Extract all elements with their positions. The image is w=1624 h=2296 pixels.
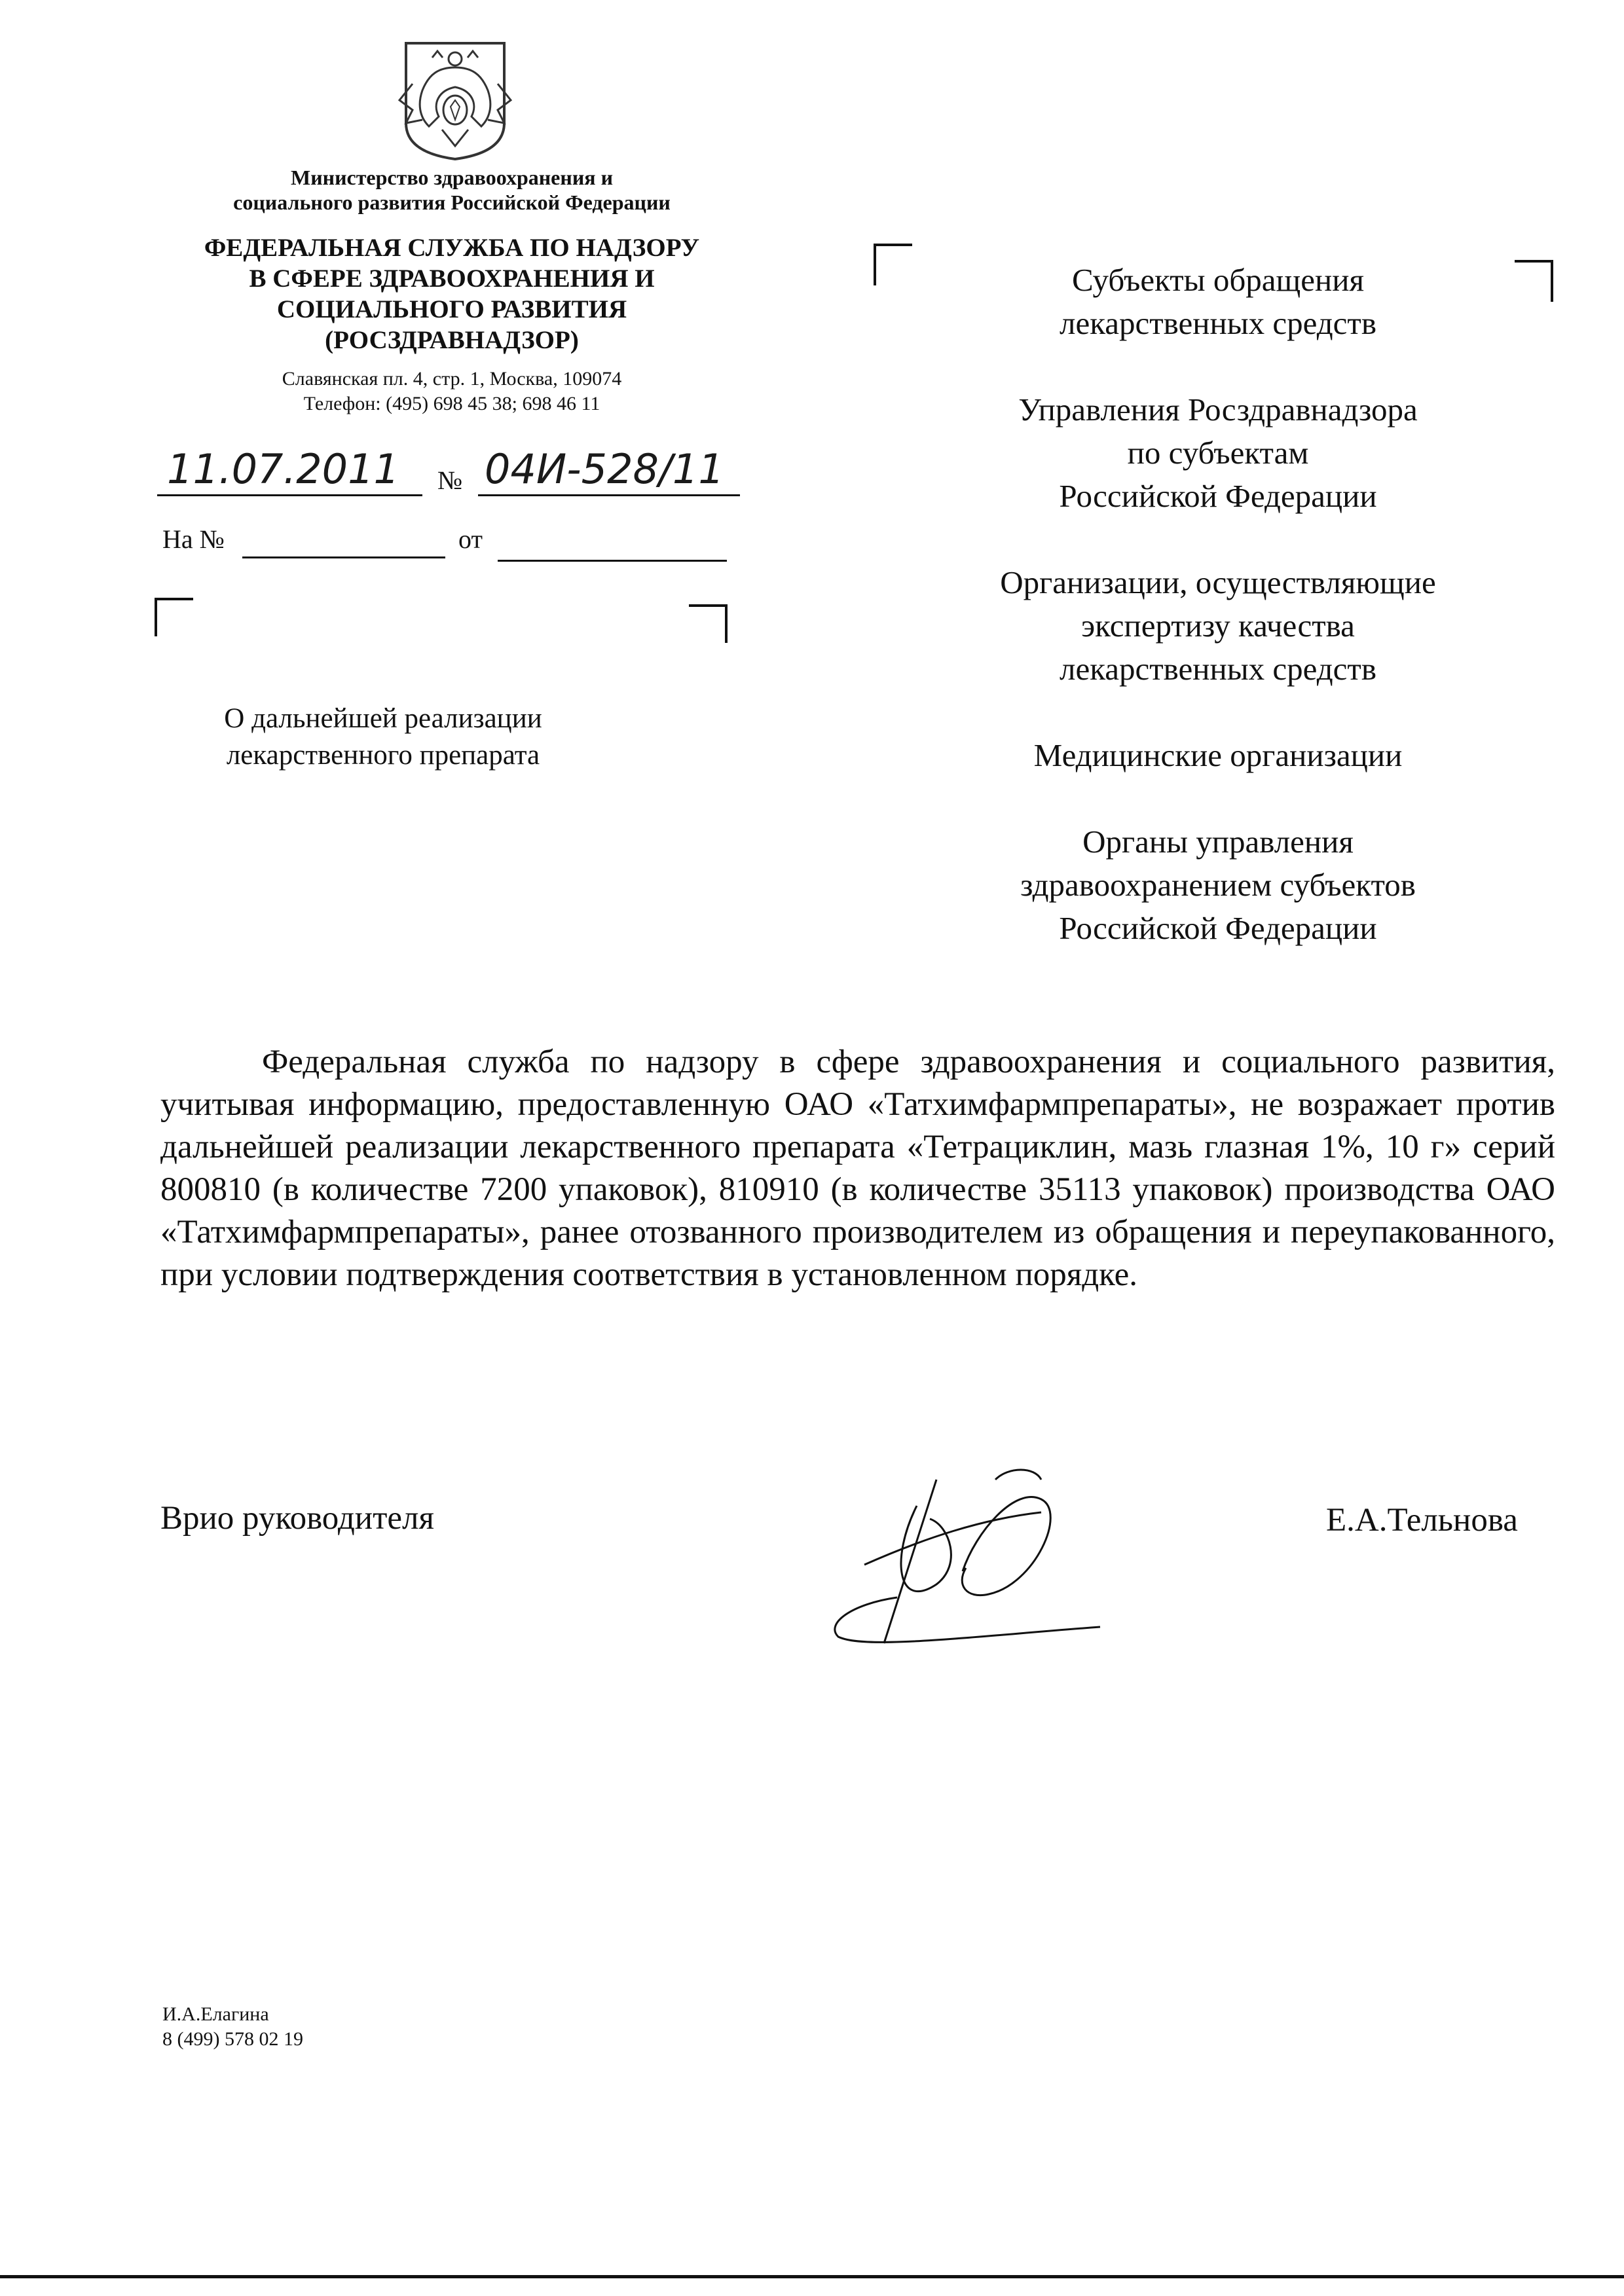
ref-number-label: На № [162,524,225,554]
subject-corner-right [689,604,728,643]
addressee-line: Субъекты обращения [1071,262,1364,298]
addressee-line: Российской Федерации [1059,910,1377,946]
executor-info [162,2002,555,2052]
address-line: Славянская пл. 4, стр. 1, Москва, 109074 [282,368,622,390]
ref-number-line [242,556,445,558]
addressee-group [871,820,1565,950]
addressee-group [871,388,1565,518]
date-underline [157,494,422,496]
addressee-line: по субъектам [1127,435,1309,471]
ref-date-line [498,560,727,562]
addressee-line: лекарственных средств [1060,651,1376,687]
subject-line: лекарственного препарата [226,740,540,771]
registration-number: 04И-528/11 [485,445,724,493]
addressee-line: здравоохранением субъектов [1020,867,1416,903]
service-name [157,232,747,355]
addressee-line: Организации, осуществляющие [1000,564,1436,600]
ministry-line: социального развития Российской Федерации [233,191,671,214]
addressee-group [871,259,1565,345]
number-sign: № [437,465,463,495]
subject-corner-left [155,598,193,636]
registration-date: 11.07.2011 [167,445,399,493]
addressee-line: Медицинские организации [1033,737,1403,773]
addressee-line: Органы управления [1082,824,1354,860]
service-line: (РОСЗДРАВНАДЗОР) [325,326,579,354]
executor-phone: 8 (499) 578 02 19 [162,2028,303,2050]
coat-of-arms-icon [393,38,517,162]
letter-subject [115,701,652,774]
handwritten-signature [825,1440,1113,1656]
service-line: В СФЕРЕ ЗДРАВООХРАНЕНИЯ И [249,264,655,293]
scan-edge-line [0,2275,1624,2278]
phone-line: Телефон: (495) 698 45 38; 698 46 11 [303,393,600,414]
signatory-position: Врио руководителя [160,1500,434,1537]
executor-name: И.А.Елагина [162,2003,269,2025]
addressee-line: Российской Федерации [1059,478,1377,514]
ref-from-label: от [458,524,483,554]
ministry-name [157,165,747,215]
number-underline [478,494,740,496]
addressee-line: лекарственных средств [1060,305,1376,341]
addressee-group [871,561,1565,691]
signatory-name: Е.А.Тельнова [1326,1502,1518,1539]
letter-body: Федеральная служба по надзору в сфере здравоохранения и социального развития, учитывая информацию, предоставленную ОАО «Татхимфармпрепараты», не возражает против дальнейшей реализации лекарственного препарата «Тетрациклин, мазь глазная 1%, 10 г» серий 800810 (в количестве 7200 упаковок), 810910 (в количестве 35113 упаковок) производства ОАО «Татхимфармпрепараты», ранее отозванного производителем из обращения и переупакованного, при условии подтверждения соответствия в установленном порядке. [160,1044,1555,1293]
addressee-group [871,734,1565,777]
ministry-line: Министерство здравоохранения и [290,166,613,189]
subject-line: О дальнейшей реализации [224,703,542,734]
addressee-line: Управления Росздравнадзора [1018,392,1418,428]
addressee-block [871,259,1565,993]
service-line: ФЕДЕРАЛЬНАЯ СЛУЖБА ПО НАДЗОРУ [204,234,700,262]
addressee-line: экспертизу качества [1081,608,1355,644]
sender-address [157,367,747,416]
service-line: СОЦИАЛЬНОГО РАЗВИТИЯ [276,295,627,323]
